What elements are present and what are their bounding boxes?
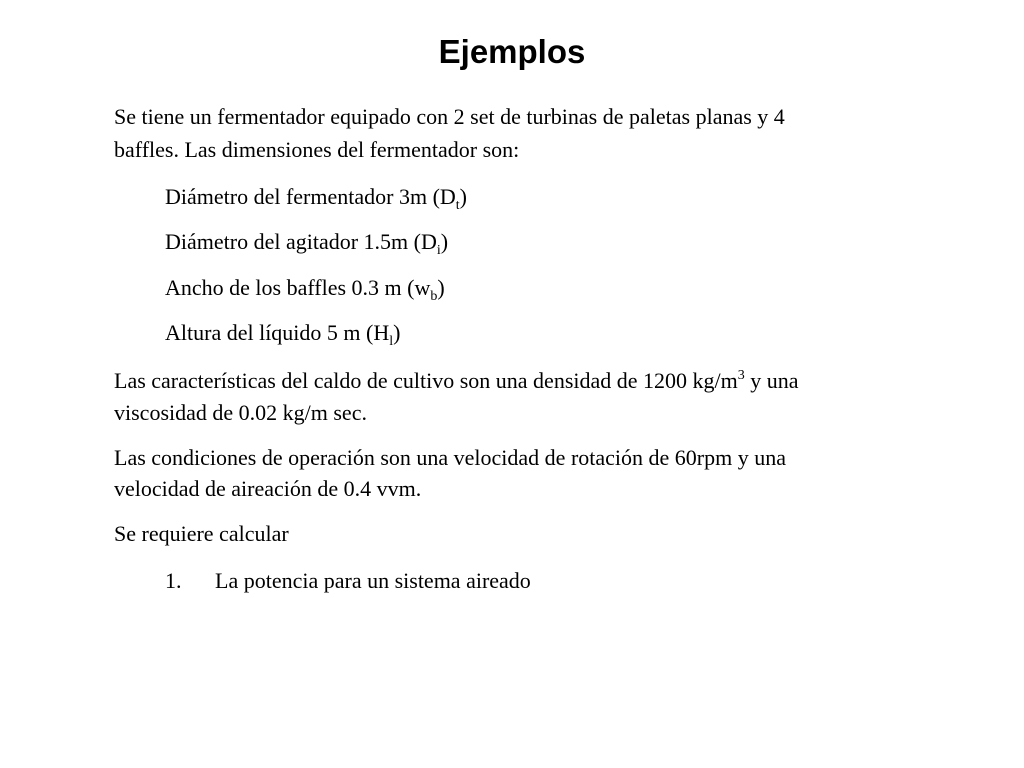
broth-text: Las características del caldo de cultivo son una densidad de 1200 kg/m [114, 368, 738, 393]
dimension-text: Ancho de los baffles 0.3 m (w [165, 275, 431, 300]
task-number: 1. [165, 568, 182, 593]
dimension-subscript: b [430, 289, 438, 304]
operation-line-2: velocidad de aireación de 0.4 vvm. [114, 476, 422, 501]
slide-title: Ejemplos [438, 33, 586, 70]
dimension-subscript: t [455, 198, 460, 213]
dimension-subscript: l [389, 334, 394, 349]
dimension-close: ) [437, 275, 445, 300]
dimension-text: Diámetro del fermentador 3m (D [165, 184, 456, 209]
dimension-text: Altura del líquido 5 m (H [165, 320, 390, 345]
task-item [165, 566, 531, 596]
intro-line-2: baffles. Las dimensiones del fermentador son: [114, 137, 520, 162]
dimension-item [165, 318, 400, 348]
dimension-close: ) [393, 320, 401, 345]
broth-line-1 [114, 366, 799, 396]
operation-line-1: Las condiciones de operación son una velocidad de rotación de 60rpm y una [114, 445, 786, 470]
intro-line-1: Se tiene un fermentador equipado con 2 set de turbinas de paletas planas y 4 [114, 104, 785, 129]
dimension-text: Diámetro del agitador 1.5m (D [165, 229, 437, 254]
broth-superscript: 3 [737, 368, 745, 383]
dimension-subscript: i [436, 243, 441, 258]
dimension-close: ) [440, 229, 449, 254]
dimension-close: ) [459, 184, 467, 209]
broth-text-end: y una [744, 368, 799, 393]
dimension-item [165, 182, 467, 212]
dimension-item [165, 273, 445, 303]
task-text: La potencia para un sistema aireado [215, 568, 531, 593]
request-line: Se requiere calcular [114, 521, 289, 546]
broth-line-2: viscosidad de 0.02 kg/m sec. [114, 400, 367, 425]
dimension-item [165, 227, 448, 257]
